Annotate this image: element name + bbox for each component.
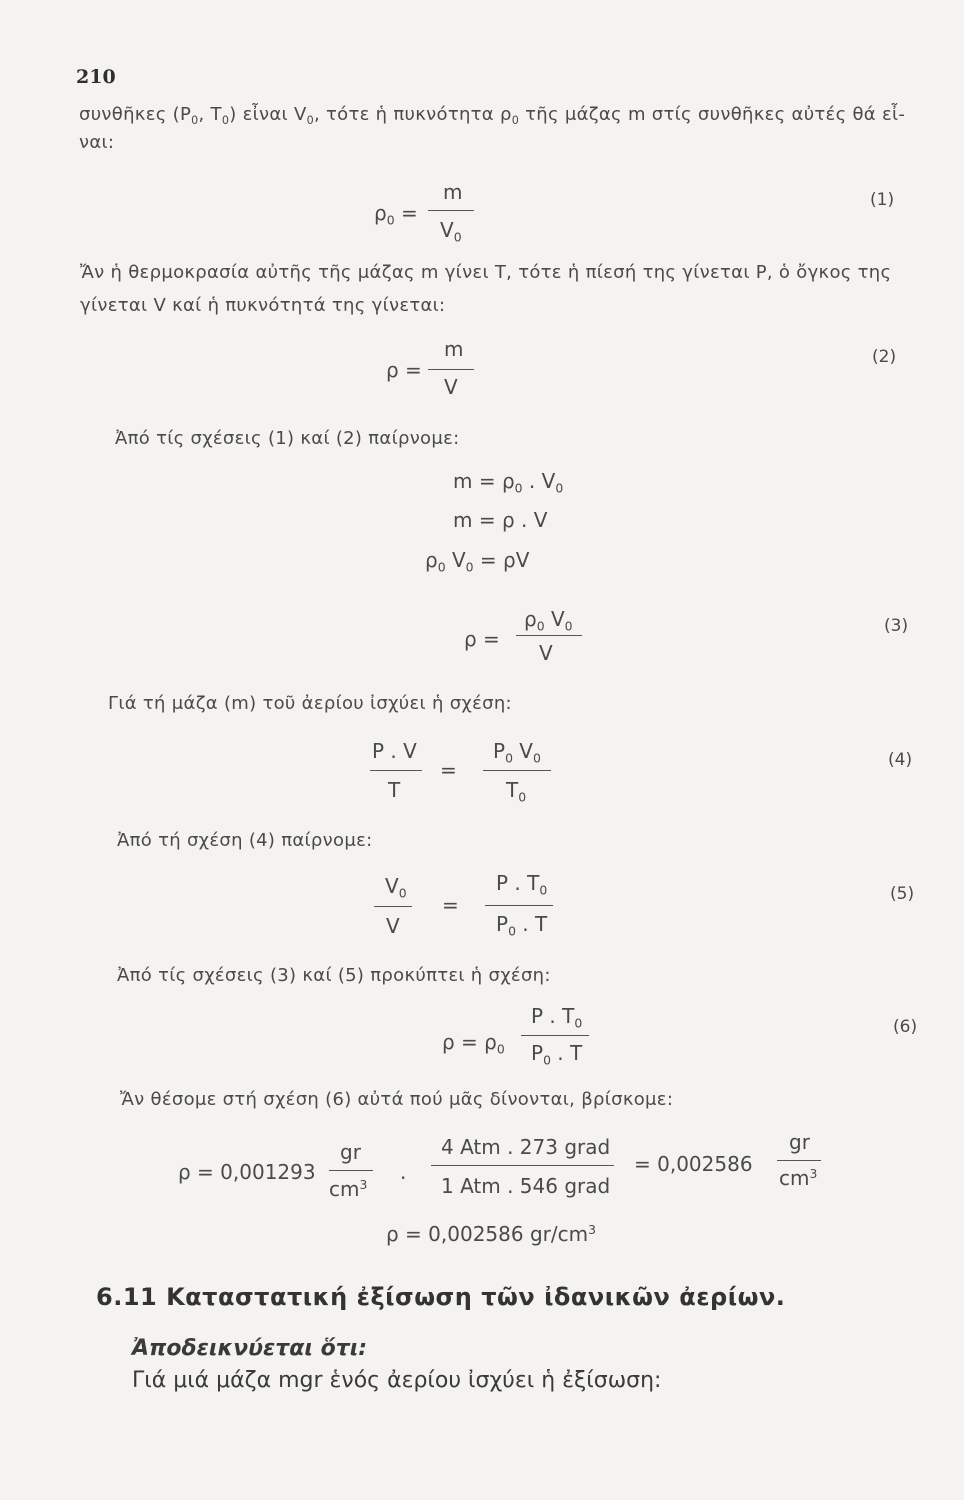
eq2-numerator: m (444, 337, 464, 361)
equation-number: (6) (893, 1017, 918, 1037)
fraction-bar (431, 1165, 614, 1166)
equation-number: (2) (872, 347, 897, 367)
unit-denominator: $cm^3$ (329, 1177, 368, 1201)
eq6-numerator: P . $T_0$ (531, 1004, 583, 1031)
fraction-bar (521, 1035, 589, 1036)
fraction-bar (483, 770, 551, 771)
fraction-bar (428, 210, 474, 211)
eq3-numerator: $\rho_0$ $V_0$ (524, 607, 573, 634)
equation-number: (5) (890, 884, 915, 904)
paragraph-line: Ἄν ἡ θερμοκρασία αὐτῆς τῆς μάζας m γίνει T, τότε ἡ πίεσή της γίνεται P, ὁ ὄγκος της (80, 262, 892, 283)
derivation-line: $\rho_0$ $V_0 = \rho V$ (425, 548, 530, 575)
eq6-lhs: $\rho = \rho_0$ (442, 1030, 505, 1057)
eq4-right-denominator: $T_0$ (506, 778, 527, 805)
final-result: ρ = 0,002586 $gr/cm^3$ (386, 1222, 596, 1246)
section-heading: 6.11 Καταστατική ἐξίσωση τῶν ἰδανικῶν ἀερίων. (96, 1283, 786, 1311)
unit-numerator: gr (789, 1130, 810, 1154)
calc-fraction-numerator: 4 Atm . 273 grad (441, 1135, 611, 1159)
eq5-left-denominator: V (386, 914, 400, 938)
eq4-left-numerator: P . V (372, 739, 417, 763)
eq5-left-numerator: $V_0$ (385, 874, 407, 901)
fraction-bar (777, 1160, 821, 1161)
eq3-denominator: V (539, 641, 553, 665)
paragraph-line: ναι: (79, 132, 115, 153)
eq5-right-denominator: $P_0$ . T (496, 912, 548, 939)
unit-numerator: gr (340, 1140, 361, 1164)
paragraph-line: Γιά τή μάζα (m) τοῦ ἀερίου ἰσχύει ἡ σχέση: (108, 693, 512, 714)
eq5-equals: = (442, 893, 459, 917)
eq6-denominator: $P_0$ . T (531, 1041, 583, 1068)
fraction-bar (374, 906, 412, 907)
derivation-line: $m = \rho_0$ . $V_0$ (453, 469, 564, 496)
fraction-bar (485, 905, 553, 906)
derivation-line: m = ρ . V (453, 508, 548, 532)
equation-number: (4) (888, 750, 913, 770)
eq1-denominator: $V_0$ (440, 218, 462, 245)
eq4-equals: = (440, 758, 457, 782)
calc-lhs: ρ = 0,001293 (178, 1160, 316, 1184)
paragraph-line: συνθῆκες ($P_0$, $T_0$) εἶναι $V_0$, τότε ἡ πυκνότητα $\rho_0$ τῆς μάζας m στίς συνθῆκες αὐτές θά εἶ- (79, 104, 906, 127)
prove-label: Ἀποδεικνύεται ὅτι: (132, 1336, 368, 1361)
eq3-lhs: ρ = (464, 627, 500, 651)
equation-number: (3) (884, 616, 909, 636)
eq2-lhs: ρ = (386, 358, 422, 382)
eq5-right-numerator: P . $T_0$ (496, 871, 548, 898)
fraction-bar (516, 635, 582, 636)
paragraph-line: Ἀπό τίς σχέσεις (1) καί (2) παίρνομε: (115, 428, 460, 449)
paragraph-line: γίνεται V καί ἡ πυκνότητά της γίνεται: (80, 295, 446, 316)
calc-result: = 0,002586 (634, 1152, 753, 1176)
paragraph-line: Ἀπό τή σχέση (4) παίρνομε: (117, 830, 373, 851)
eq1-numerator: m (443, 180, 463, 204)
eq4-left-denominator: T (388, 778, 401, 802)
equation-number: (1) (870, 190, 895, 210)
multiply-dot: . (400, 1160, 407, 1184)
paragraph-line: Γιά μιά μάζα mgr ἑνός ἀερίου ἰσχύει ἡ ἐξίσωση: (132, 1368, 662, 1393)
eq1-lhs: $\rho_0$ = (374, 201, 418, 228)
unit-denominator: $cm^3$ (779, 1166, 818, 1190)
fraction-bar (428, 369, 474, 370)
eq4-right-numerator: $P_0$ $V_0$ (493, 739, 541, 766)
calc-fraction-denominator: 1 Atm . 546 grad (441, 1174, 611, 1198)
fraction-bar (370, 770, 422, 771)
paragraph-line: Ἀπό τίς σχέσεις (3) καί (5) προκύπτει ἡ σχέση: (117, 965, 551, 986)
fraction-bar (329, 1170, 373, 1171)
page-number: 210 (76, 66, 116, 88)
paragraph-line: Ἄν θέσομε στή σχέση (6) αὐτά πού μᾶς δίνονται, βρίσκομε: (120, 1089, 674, 1110)
eq2-denominator: V (444, 375, 458, 399)
